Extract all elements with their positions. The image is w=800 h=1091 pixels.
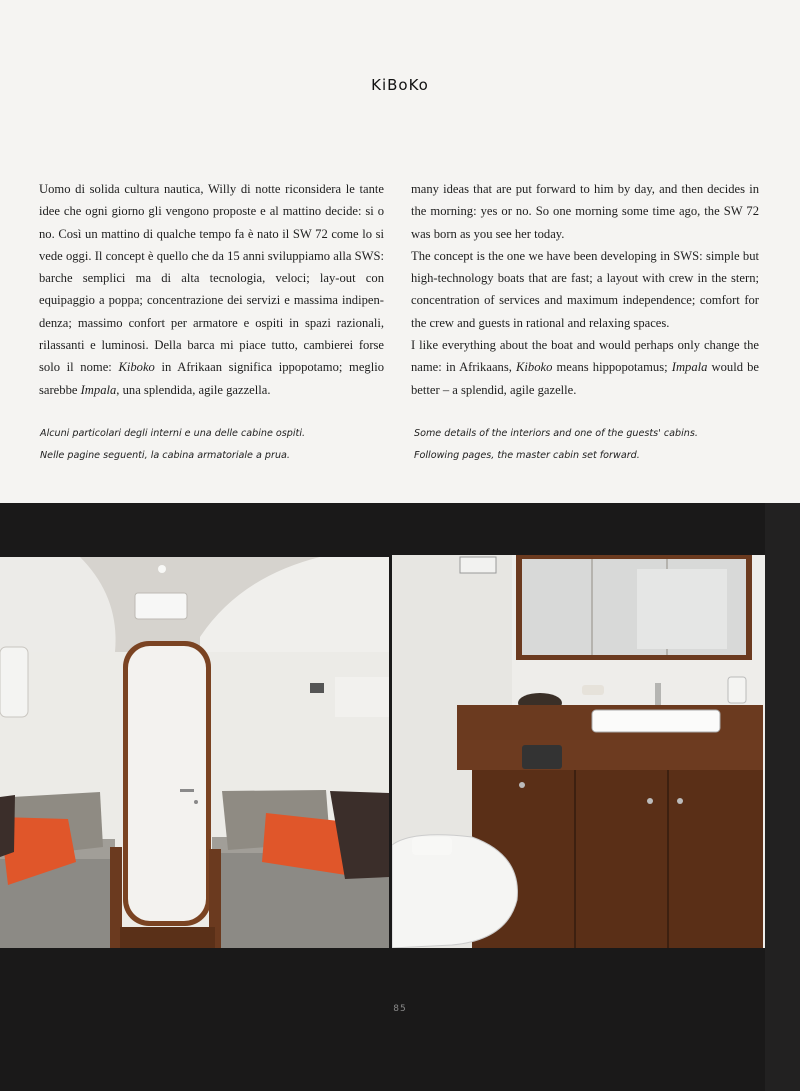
page-edge-strip	[765, 503, 800, 1091]
english-paragraph-2: The concept is the one we have been developing in SWS: simple but high-technology boats that are fast; a layout with crew in the stern; concentration of services and maximum independence; comfort for the crew and guests in rational and relaxing spaces.	[411, 248, 759, 330]
english-caption-line-2: Following pages, the master cabin set forward.	[414, 450, 640, 461]
english-paragraph-1: many ideas that are put forward to him by day, and then decides in the morning: yes or no. So one morning some time ago, the SW 72 was born as you see her today.	[411, 182, 759, 241]
english-text-column	[411, 178, 759, 401]
kiboko-logo: KiBoKo	[371, 76, 429, 94]
italian-caption-line-2: Nelle pagine seguenti, la cabina armatoriale a prua.	[40, 450, 290, 461]
guest-cabin-illustration	[0, 557, 389, 948]
english-paragraph-3: I like everything about the boat and would perhaps only change the name: in Afrikaans, Kiboko means hippopotamus; Impala would be better – a splendid, agile gazelle.	[411, 338, 760, 397]
bathroom-photo	[392, 555, 765, 948]
guest-cabin-photo	[0, 557, 389, 948]
page-number: 85	[393, 1004, 407, 1014]
english-caption-line-1: Some details of the interiors and one of the guests' cabins.	[414, 428, 698, 439]
italian-caption-line-1: Alcuni particolari degli interni e una delle cabine ospiti.	[40, 428, 306, 439]
english-caption	[414, 423, 698, 467]
italian-paragraph: Uomo di solida cultura nautica, Willy di notte riconsidera le tante idee che ogni giorno gli vengono proposte e al mattino decide: si o no. Così un mattino di qualche tempo fa è nato il SW 72 come lo si vede oggi. Il concept è quello che da 15 anni sviluppiamo alla SWS: barche semplici ma di alta tecnologia, veloci; lay-out con equipaggio a poppa; concentrazione dei servizi e massima indipendenza; massimo confort per armatore e ospiti in spazi razionali, rilassanti e luminosi. Della barca mi piace tutto, cambierei forse solo il nome: Kiboko in Afrikaan significa ippopotamo; meglio sarebbe Impala, una splendida, agile gazzella.	[39, 182, 384, 397]
italian-text-column	[39, 178, 384, 401]
italian-caption	[40, 423, 305, 467]
text-page-area	[0, 0, 800, 503]
bathroom-illustration	[392, 555, 765, 948]
